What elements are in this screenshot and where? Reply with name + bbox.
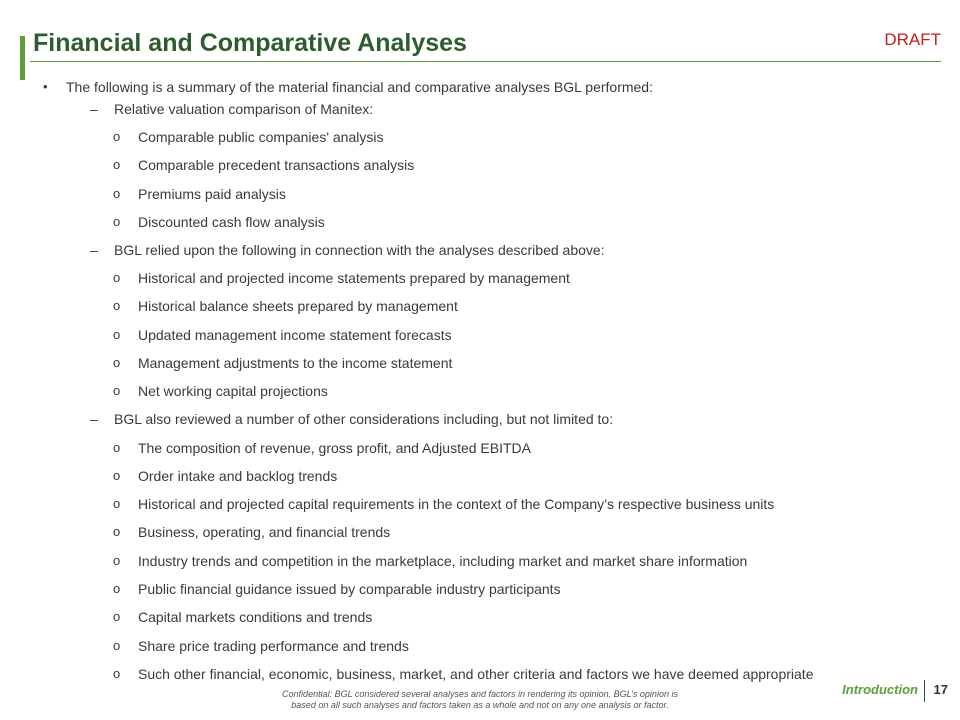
sub-item: Such other financial, economic, business, market, and other criteria and factors we have deemed appropriate [138,666,814,682]
circle-marker: o [113,383,121,398]
sub-item: Historical and projected income statements prepared by management [138,270,570,286]
sub-item: Net working capital projections [138,383,328,399]
section-heading: Relative valuation comparison of Manitex: [114,101,374,117]
draft-label: DRAFT [884,30,941,49]
sub-item: Capital markets conditions and trends [138,609,373,625]
footer-divider [924,680,925,702]
sub-item: Business, operating, and financial trends [138,524,391,540]
section-heading: BGL relied upon the following in connection with the analyses described above: [114,242,605,258]
circle-marker: o [113,298,121,313]
circle-marker: o [113,553,121,568]
sub-item: Historical balance sheets prepared by management [138,298,458,314]
sub-item: Comparable precedent transactions analysis [138,157,415,173]
circle-marker: o [113,440,121,455]
circle-marker: o [113,581,121,596]
circle-marker: o [113,327,121,342]
circle-marker: o [113,355,121,370]
dash-marker: – [90,411,98,427]
circle-marker: o [113,468,121,483]
sub-item: Share price trading performance and trends [138,638,409,654]
sub-item: Order intake and backlog trends [138,468,338,484]
intro-text: The following is a summary of the material financial and comparative analyses BGL performed: [66,79,653,95]
circle-marker: o [113,129,121,144]
circle-marker: o [113,157,121,172]
confidential-note [270,689,690,711]
circle-marker: o [113,270,121,285]
sub-item: Comparable public companies' analysis [138,129,384,145]
confidential-note-line: Confidential: BGL considered several analyses and factors in rendering its opinion. BGL’s opinion is [282,689,678,699]
sub-item: Historical and projected capital requirements in the context of the Company’s respective business units [138,496,775,512]
page-number: 17 [933,682,948,697]
sub-item: Management adjustments to the income statement [138,355,453,371]
sub-item: Premiums paid analysis [138,186,286,202]
bullet-marker: • [43,79,48,94]
dash-marker: – [90,242,98,258]
sub-item: The composition of revenue, gross profit, and Adjusted EBITDA [138,440,531,456]
section-heading: BGL also reviewed a number of other considerations including, but not limited to: [114,411,614,427]
circle-marker: o [113,496,121,511]
sub-item: Discounted cash flow analysis [138,214,325,230]
circle-marker: o [113,524,121,539]
page-title: Financial and Comparative Analyses [33,29,467,57]
dash-marker: – [90,101,98,117]
sub-item: Industry trends and competition in the marketplace, including market and market share information [138,553,748,569]
section-label: Introduction [842,682,918,697]
title-divider [30,61,941,62]
circle-marker: o [113,214,121,229]
sub-item: Public financial guidance issued by comparable industry participants [138,581,561,597]
sub-item: Updated management income statement forecasts [138,327,452,343]
title-accent-bar [20,36,25,80]
confidential-note-line: based on all such analyses and factors taken as a whole and not on any one analysis or factor. [291,700,669,710]
circle-marker: o [113,609,121,624]
circle-marker: o [113,666,121,681]
circle-marker: o [113,186,121,201]
circle-marker: o [113,638,121,653]
